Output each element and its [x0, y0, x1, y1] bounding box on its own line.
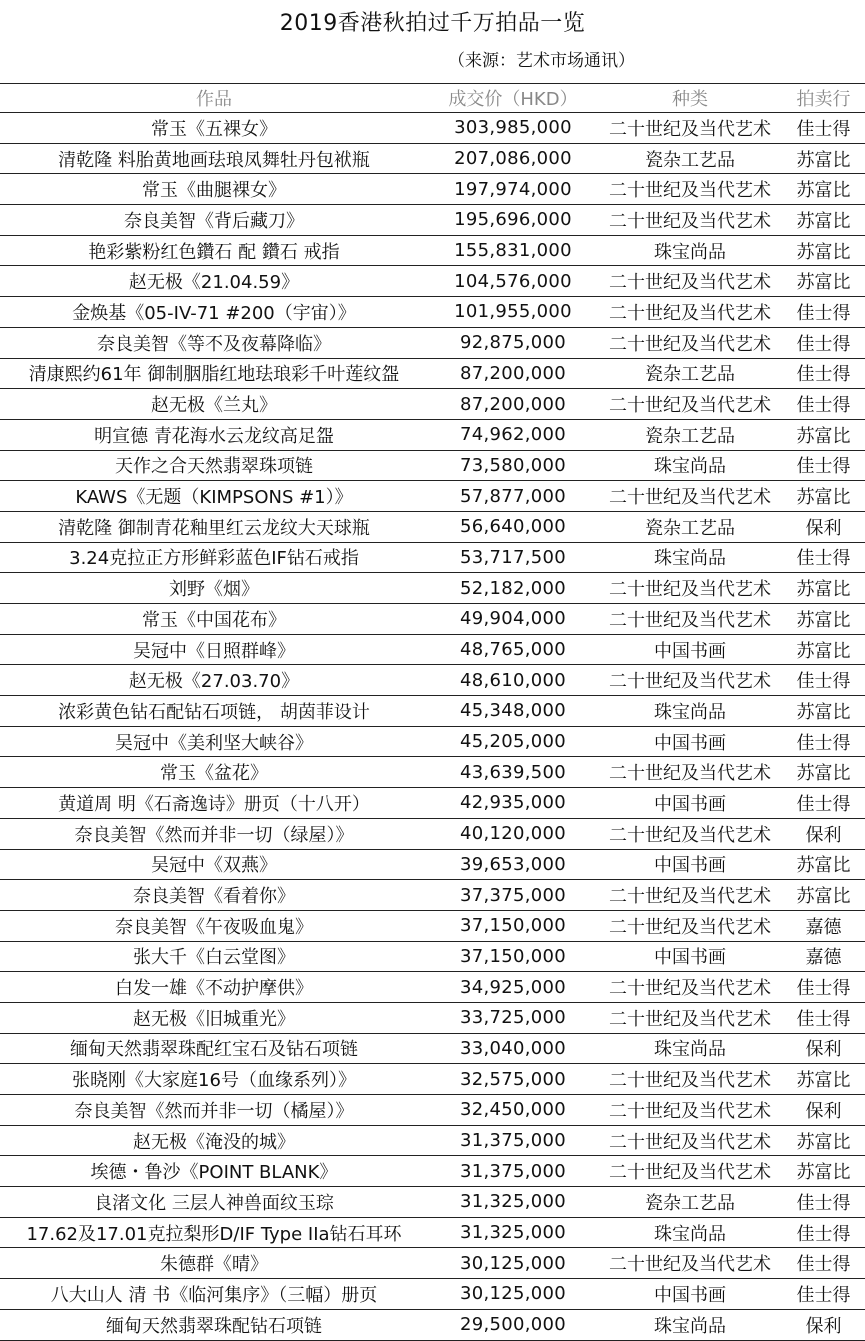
table-row — [0, 757, 865, 788]
cell-work: 明宣德 青花海水云龙纹高足盌 — [0, 419, 428, 450]
table-row — [0, 266, 865, 297]
cell-price: 207,086,000 — [428, 143, 598, 174]
table-row — [0, 1309, 865, 1340]
cell-auction-house: 佳士得 — [782, 1002, 865, 1033]
cell-work: 赵无极《淹没的城》 — [0, 1125, 428, 1156]
table-row — [0, 1156, 865, 1187]
cell-work: 赵无极《兰丸》 — [0, 389, 428, 420]
cell-auction-house: 苏富比 — [782, 634, 865, 665]
cell-work: 朱德群《晴》 — [0, 1248, 428, 1279]
cell-auction-house: 佳士得 — [782, 1279, 865, 1310]
cell-auction-house: 保利 — [782, 511, 865, 542]
header-category: 种类 — [598, 84, 782, 113]
cell-auction-house: 佳士得 — [782, 1248, 865, 1279]
table-row — [0, 1064, 865, 1095]
cell-category: 二十世纪及当代艺术 — [598, 297, 782, 328]
cell-work: 清康熙约61年 御制胭脂红地珐琅彩千叶莲纹盌 — [0, 358, 428, 389]
cell-auction-house: 苏富比 — [782, 143, 865, 174]
cell-price: 57,877,000 — [428, 481, 598, 512]
cell-auction-house: 佳士得 — [782, 665, 865, 696]
cell-category: 中国书画 — [598, 1279, 782, 1310]
cell-auction-house: 佳士得 — [782, 726, 865, 757]
table-row — [0, 573, 865, 604]
cell-category: 二十世纪及当代艺术 — [598, 1248, 782, 1279]
cell-auction-house: 苏富比 — [782, 205, 865, 236]
cell-auction-house: 佳士得 — [782, 389, 865, 420]
table-row — [0, 1279, 865, 1310]
cell-price: 34,925,000 — [428, 972, 598, 1003]
cell-work: 白发一雄《不动护摩供》 — [0, 972, 428, 1003]
cell-work: 张晓刚《大家庭16号（血缘系列）》 — [0, 1064, 428, 1095]
cell-auction-house: 佳士得 — [782, 297, 865, 328]
cell-category: 二十世纪及当代艺术 — [598, 972, 782, 1003]
cell-price: 40,120,000 — [428, 818, 598, 849]
cell-auction-house: 保利 — [782, 1033, 865, 1064]
cell-price: 32,575,000 — [428, 1064, 598, 1095]
cell-work: 吴冠中《美利坚大峡谷》 — [0, 726, 428, 757]
table-row — [0, 665, 865, 696]
cell-category: 二十世纪及当代艺术 — [598, 604, 782, 635]
cell-auction-house: 佳士得 — [782, 113, 865, 144]
cell-auction-house: 苏富比 — [782, 604, 865, 635]
cell-auction-house: 苏富比 — [782, 849, 865, 880]
cell-price: 30,125,000 — [428, 1248, 598, 1279]
cell-category: 珠宝尚品 — [598, 450, 782, 481]
cell-work: KAWS《无题（KIMPSONS #1）》 — [0, 481, 428, 512]
cell-price: 37,150,000 — [428, 910, 598, 941]
cell-work: 奈良美智《午夜吸血鬼》 — [0, 910, 428, 941]
cell-work: 埃德・鲁沙《POINT BLANK》 — [0, 1156, 428, 1187]
cell-auction-house: 苏富比 — [782, 419, 865, 450]
cell-work: 清乾隆 料胎黄地画珐琅凤舞牡丹包袱瓶 — [0, 143, 428, 174]
cell-auction-house: 佳士得 — [782, 358, 865, 389]
cell-auction-house: 佳士得 — [782, 788, 865, 819]
table-row — [0, 174, 865, 205]
cell-category: 中国书画 — [598, 788, 782, 819]
table-row — [0, 481, 865, 512]
cell-category: 中国书画 — [598, 941, 782, 972]
cell-price: 92,875,000 — [428, 327, 598, 358]
cell-price: 45,205,000 — [428, 726, 598, 757]
cell-price: 37,375,000 — [428, 880, 598, 911]
cell-work: 金焕基《05-IV-71 #200（宇宙）》 — [0, 297, 428, 328]
cell-work: 17.62及17.01克拉梨形D/IF Type IIa钻石耳环 — [0, 1217, 428, 1248]
table-row — [0, 849, 865, 880]
source-note: （来源：艺术市场通讯） — [448, 51, 635, 71]
cell-price: 52,182,000 — [428, 573, 598, 604]
cell-work: 张大千《白云堂图》 — [0, 941, 428, 972]
cell-category: 二十世纪及当代艺术 — [598, 389, 782, 420]
cell-auction-house: 保利 — [782, 818, 865, 849]
cell-auction-house: 苏富比 — [782, 573, 865, 604]
cell-work: 3.24克拉正方形鲜彩蓝色IF钻石戒指 — [0, 542, 428, 573]
table-row — [0, 389, 865, 420]
cell-price: 31,375,000 — [428, 1156, 598, 1187]
cell-price: 45,348,000 — [428, 696, 598, 727]
page-title: 2019香港秋拍过千万拍品一览 — [279, 11, 586, 36]
cell-category: 瓷杂工艺品 — [598, 511, 782, 542]
cell-price: 31,375,000 — [428, 1125, 598, 1156]
cell-work: 常玉《盆花》 — [0, 757, 428, 788]
cell-category: 瓷杂工艺品 — [598, 143, 782, 174]
cell-category: 珠宝尚品 — [598, 696, 782, 727]
cell-auction-house: 苏富比 — [782, 174, 865, 205]
cell-price: 32,450,000 — [428, 1095, 598, 1126]
cell-work: 吴冠中《双燕》 — [0, 849, 428, 880]
cell-category: 二十世纪及当代艺术 — [598, 757, 782, 788]
cell-category: 二十世纪及当代艺术 — [598, 327, 782, 358]
cell-price: 53,717,500 — [428, 542, 598, 573]
table-row — [0, 788, 865, 819]
cell-category: 珠宝尚品 — [598, 1217, 782, 1248]
table-row — [0, 143, 865, 174]
cell-price: 104,576,000 — [428, 266, 598, 297]
cell-auction-house: 保利 — [782, 1309, 865, 1340]
cell-work: 奈良美智《背后藏刀》 — [0, 205, 428, 236]
cell-category: 二十世纪及当代艺术 — [598, 1002, 782, 1033]
cell-category: 瓷杂工艺品 — [598, 1187, 782, 1218]
table-row — [0, 1033, 865, 1064]
cell-price: 48,765,000 — [428, 634, 598, 665]
cell-auction-house: 保利 — [782, 1095, 865, 1126]
cell-price: 43,639,500 — [428, 757, 598, 788]
cell-work: 奈良美智《看着你》 — [0, 880, 428, 911]
cell-auction-house: 苏富比 — [782, 757, 865, 788]
cell-work: 清乾隆 御制青花釉里红云龙纹大天球瓶 — [0, 511, 428, 542]
cell-work: 八大山人 清 书《临河集序》（三幅）册页 — [0, 1279, 428, 1310]
cell-auction-house: 苏富比 — [782, 880, 865, 911]
cell-category: 二十世纪及当代艺术 — [598, 174, 782, 205]
table-row — [0, 726, 865, 757]
header-auction-house: 拍卖行 — [782, 84, 865, 113]
table-row — [0, 941, 865, 972]
table-row — [0, 297, 865, 328]
cell-category: 二十世纪及当代艺术 — [598, 880, 782, 911]
cell-auction-house: 佳士得 — [782, 1217, 865, 1248]
cell-price: 101,955,000 — [428, 297, 598, 328]
table-body — [0, 113, 865, 1341]
table-row — [0, 1125, 865, 1156]
cell-category: 二十世纪及当代艺术 — [598, 665, 782, 696]
table-row — [0, 818, 865, 849]
cell-auction-house: 嘉德 — [782, 941, 865, 972]
table-row — [0, 205, 865, 236]
cell-auction-house: 苏富比 — [782, 481, 865, 512]
cell-price: 39,653,000 — [428, 849, 598, 880]
cell-price: 87,200,000 — [428, 358, 598, 389]
cell-price: 195,696,000 — [428, 205, 598, 236]
cell-auction-house: 苏富比 — [782, 1064, 865, 1095]
cell-auction-house: 苏富比 — [782, 1156, 865, 1187]
header-row — [0, 84, 865, 113]
cell-price: 56,640,000 — [428, 511, 598, 542]
cell-category: 二十世纪及当代艺术 — [598, 910, 782, 941]
cell-auction-house: 苏富比 — [782, 235, 865, 266]
cell-price: 37,150,000 — [428, 941, 598, 972]
cell-price: 49,904,000 — [428, 604, 598, 635]
table-row — [0, 327, 865, 358]
table-row — [0, 235, 865, 266]
cell-auction-house: 佳士得 — [782, 542, 865, 573]
table-row — [0, 450, 865, 481]
cell-category: 珠宝尚品 — [598, 1033, 782, 1064]
cell-work: 赵无极《旧城重光》 — [0, 1002, 428, 1033]
cell-price: 31,325,000 — [428, 1217, 598, 1248]
cell-price: 33,040,000 — [428, 1033, 598, 1064]
cell-work: 常玉《中国花布》 — [0, 604, 428, 635]
cell-work: 良渚文化 三层人神兽面纹玉琮 — [0, 1187, 428, 1218]
cell-category: 中国书画 — [598, 726, 782, 757]
cell-work: 黄道周 明《石斋逸诗》册页（十八开） — [0, 788, 428, 819]
cell-category: 二十世纪及当代艺术 — [598, 1125, 782, 1156]
cell-work: 艳彩紫粉红色鑽石 配 鑽石 戒指 — [0, 235, 428, 266]
cell-auction-house: 佳士得 — [782, 972, 865, 1003]
cell-price: 31,325,000 — [428, 1187, 598, 1218]
cell-category: 瓷杂工艺品 — [598, 419, 782, 450]
auction-table — [0, 83, 865, 1341]
cell-work: 刘野《烟》 — [0, 573, 428, 604]
cell-work: 天作之合天然翡翠珠项链 — [0, 450, 428, 481]
cell-price: 30,125,000 — [428, 1279, 598, 1310]
table-row — [0, 972, 865, 1003]
cell-auction-house: 苏富比 — [782, 696, 865, 727]
cell-category: 中国书画 — [598, 634, 782, 665]
table-row — [0, 1002, 865, 1033]
cell-category: 二十世纪及当代艺术 — [598, 113, 782, 144]
cell-work: 常玉《曲腿裸女》 — [0, 174, 428, 205]
cell-price: 73,580,000 — [428, 450, 598, 481]
cell-category: 二十世纪及当代艺术 — [598, 1095, 782, 1126]
table-row — [0, 1187, 865, 1218]
cell-price: 303,985,000 — [428, 113, 598, 144]
cell-auction-house: 苏富比 — [782, 1125, 865, 1156]
cell-auction-house: 佳士得 — [782, 1187, 865, 1218]
cell-category: 二十世纪及当代艺术 — [598, 1064, 782, 1095]
table-row — [0, 604, 865, 635]
cell-price: 48,610,000 — [428, 665, 598, 696]
cell-auction-house: 佳士得 — [782, 450, 865, 481]
table-row — [0, 1248, 865, 1279]
cell-work: 奈良美智《然而并非一切（橘屋）》 — [0, 1095, 428, 1126]
cell-auction-house: 嘉德 — [782, 910, 865, 941]
cell-category: 珠宝尚品 — [598, 235, 782, 266]
cell-work: 吴冠中《日照群峰》 — [0, 634, 428, 665]
cell-category: 二十世纪及当代艺术 — [598, 266, 782, 297]
table-row — [0, 880, 865, 911]
cell-work: 赵无极《27.03.70》 — [0, 665, 428, 696]
cell-category: 二十世纪及当代艺术 — [598, 573, 782, 604]
cell-work: 缅甸天然翡翠珠配红宝石及钻石项链 — [0, 1033, 428, 1064]
table-row — [0, 419, 865, 450]
cell-price: 197,974,000 — [428, 174, 598, 205]
cell-work: 浓彩黄色钻石配钻石项链， 胡茵菲设计 — [0, 696, 428, 727]
table-row — [0, 910, 865, 941]
cell-work: 赵无极《21.04.59》 — [0, 266, 428, 297]
cell-auction-house: 佳士得 — [782, 327, 865, 358]
table-row — [0, 511, 865, 542]
cell-work: 奈良美智《等不及夜幕降临》 — [0, 327, 428, 358]
table-row — [0, 542, 865, 573]
cell-price: 29,500,000 — [428, 1309, 598, 1340]
cell-price: 42,935,000 — [428, 788, 598, 819]
cell-price: 155,831,000 — [428, 235, 598, 266]
table-row — [0, 113, 865, 144]
table-row — [0, 358, 865, 389]
cell-price: 87,200,000 — [428, 389, 598, 420]
cell-work: 常玉《五裸女》 — [0, 113, 428, 144]
cell-category: 二十世纪及当代艺术 — [598, 205, 782, 236]
cell-category: 二十世纪及当代艺术 — [598, 1156, 782, 1187]
table-row — [0, 1217, 865, 1248]
header-work: 作品 — [0, 84, 428, 113]
table-row — [0, 634, 865, 665]
cell-price: 74,962,000 — [428, 419, 598, 450]
cell-price: 33,725,000 — [428, 1002, 598, 1033]
cell-category: 二十世纪及当代艺术 — [598, 818, 782, 849]
cell-work: 奈良美智《然而并非一切（绿屋）》 — [0, 818, 428, 849]
cell-category: 珠宝尚品 — [598, 542, 782, 573]
cell-category: 珠宝尚品 — [598, 1309, 782, 1340]
cell-category: 瓷杂工艺品 — [598, 358, 782, 389]
cell-work: 缅甸天然翡翠珠配钻石项链 — [0, 1309, 428, 1340]
cell-category: 中国书画 — [598, 849, 782, 880]
cell-auction-house: 苏富比 — [782, 266, 865, 297]
table-row — [0, 1095, 865, 1126]
header-price: 成交价（HKD） — [428, 84, 598, 113]
cell-category: 二十世纪及当代艺术 — [598, 481, 782, 512]
table-row — [0, 696, 865, 727]
